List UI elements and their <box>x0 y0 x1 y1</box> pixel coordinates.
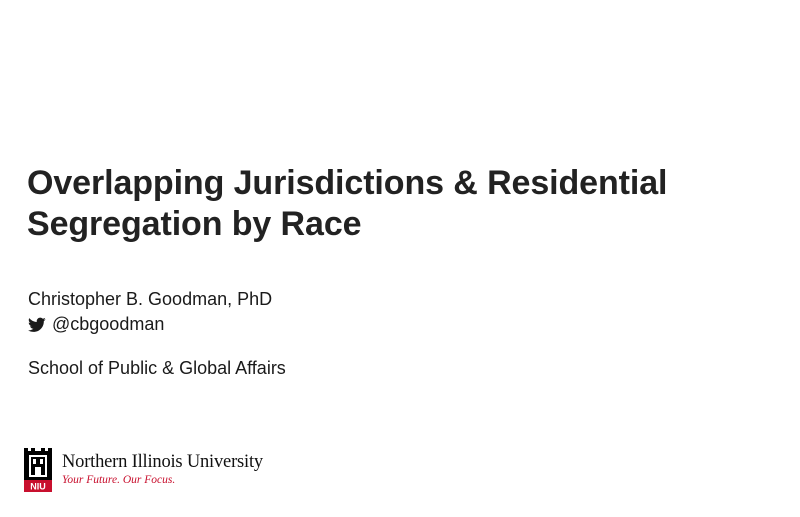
slide-title-line-2: Segregation by Race <box>27 205 362 243</box>
slide-title <box>27 163 767 245</box>
university-tagline: Your Future. Our Focus. <box>62 474 176 486</box>
twitter-row <box>28 312 272 337</box>
niu-logo <box>22 446 263 493</box>
slide-title-line-1: Overlapping Jurisdictions & Residential <box>27 164 668 202</box>
twitter-handle[interactable]: @cbgoodman <box>52 314 165 334</box>
twitter-bird-icon <box>28 317 46 333</box>
affiliation: School of Public & Global Affairs <box>28 358 286 378</box>
niu-castle-icon <box>22 446 54 493</box>
logo-text <box>62 452 263 487</box>
university-name: Northern Illinois University <box>62 452 263 472</box>
author-name: Christopher B. Goodman, PhD <box>28 289 273 309</box>
author-block <box>28 287 272 337</box>
niu-mark-letters: NIU <box>30 481 46 492</box>
author-name-row <box>28 287 272 312</box>
